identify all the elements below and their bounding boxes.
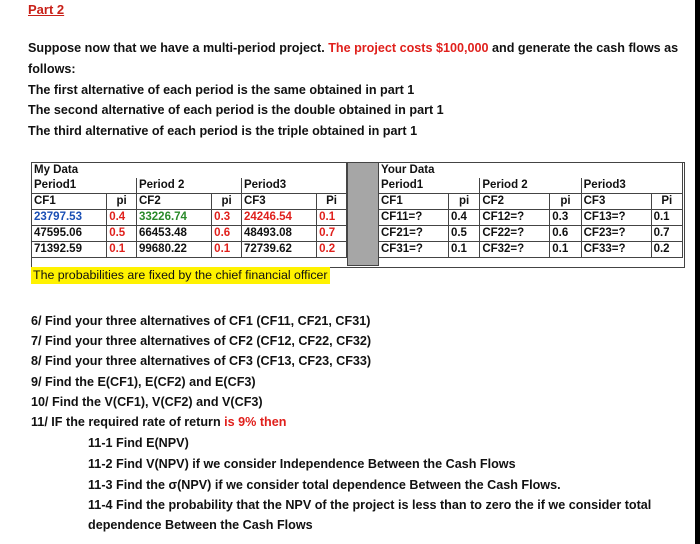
question-7: 7/ Find your three alternatives of CF2 (CF12, CF22, CF32) xyxy=(31,334,372,348)
my-col-header: pi xyxy=(212,194,242,210)
my-col-header: CF2 xyxy=(136,194,211,210)
part-title: Part 2 xyxy=(28,2,65,17)
cell: CF32=? xyxy=(480,242,550,258)
rate-of-return: is 9% then xyxy=(224,415,287,429)
cell: CF31=? xyxy=(379,242,449,258)
your-period2-header: Period 2 xyxy=(480,178,581,194)
cell: 66453.48 xyxy=(136,226,211,242)
intro-text-a: Suppose now that we have a multi-period project. xyxy=(28,41,329,55)
gray-separator xyxy=(347,162,379,266)
your-period3-header: Period3 xyxy=(581,178,682,194)
cell: 0.4 xyxy=(448,210,479,226)
cell: 0.4 xyxy=(107,210,137,226)
cell: 0.6 xyxy=(212,226,242,242)
cell: 23797.53 xyxy=(32,210,107,226)
cell: 0.2 xyxy=(317,242,347,258)
your-col-header: CF3 xyxy=(581,194,651,210)
table-row xyxy=(379,226,683,242)
your-data-table xyxy=(378,162,683,258)
my-period2-header: Period 2 xyxy=(136,178,241,194)
your-col-header: pi xyxy=(550,194,581,210)
my-period3-header: Period3 xyxy=(241,178,346,194)
question-11-2: 11-2 Find V(NPV) if we consider Independence Between the Cash Flows xyxy=(88,457,516,471)
cell: 0.3 xyxy=(212,210,242,226)
your-col-header: CF2 xyxy=(480,194,550,210)
intro-line-1 xyxy=(28,40,678,56)
cell: 0.5 xyxy=(448,226,479,242)
cell: 0.6 xyxy=(550,226,581,242)
question-11-1: 11-1 Find E(NPV) xyxy=(88,436,189,450)
cell: 0.1 xyxy=(550,242,581,258)
my-col-header: CF1 xyxy=(32,194,107,210)
intro-text-c: and generate the cash flows as xyxy=(488,41,679,55)
cell: CF33=? xyxy=(581,242,651,258)
alternative-3: The third alternative of each period is the triple obtained in part 1 xyxy=(28,124,418,138)
question-11-3: 11-3 Find the σ(NPV) if we consider total dependence Between the Cash Flows. xyxy=(88,478,561,492)
your-period1-header: Period1 xyxy=(379,178,480,194)
cell: CF11=? xyxy=(379,210,449,226)
table-row xyxy=(32,226,347,242)
cell: 0.7 xyxy=(651,226,682,242)
cell: 0.1 xyxy=(212,242,242,258)
cfo-note: The probabilities are fixed by the chief financial officer xyxy=(33,268,328,282)
cell: 0.1 xyxy=(107,242,137,258)
question-11-4: 11-4 Find the probability that the NPV of the project is less than to zero the if we consider total xyxy=(88,498,652,512)
my-col-header: pi xyxy=(107,194,137,210)
cell: CF13=? xyxy=(581,210,651,226)
my-data-title: My Data xyxy=(32,163,347,179)
cell: 0.1 xyxy=(317,210,347,226)
cell: 47595.06 xyxy=(32,226,107,242)
my-period1-header: Period1 xyxy=(32,178,137,194)
cell: 0.2 xyxy=(651,242,682,258)
cell: CF21=? xyxy=(379,226,449,242)
question-11 xyxy=(31,414,286,430)
cell: 0.3 xyxy=(550,210,581,226)
question-8: 8/ Find your three alternatives of CF3 (CF13, CF23, CF33) xyxy=(31,354,372,368)
my-col-header: Pi xyxy=(317,194,347,210)
your-col-header: Pi xyxy=(651,194,682,210)
cell: 24246.54 xyxy=(241,210,316,226)
intro-line-2: follows: xyxy=(28,62,76,76)
cell: 0.1 xyxy=(651,210,682,226)
question-11-text: 11/ IF the required rate of return xyxy=(31,415,225,429)
cell: 99680.22 xyxy=(136,242,211,258)
cell: 71392.59 xyxy=(32,242,107,258)
my-col-header: CF3 xyxy=(241,194,316,210)
your-col-header: pi xyxy=(448,194,479,210)
cell: CF22=? xyxy=(480,226,550,242)
right-edge-bar xyxy=(695,0,700,544)
cell: 48493.08 xyxy=(241,226,316,242)
question-9: 9/ Find the E(CF1), E(CF2) and E(CF3) xyxy=(31,375,256,389)
table-row xyxy=(379,210,683,226)
table-row xyxy=(32,210,347,226)
alternative-1: The first alternative of each period is the same obtained in part 1 xyxy=(28,83,415,97)
question-11-4-cont: dependence Between the Cash Flows xyxy=(88,518,313,532)
question-10: 10/ Find the V(CF1), V(CF2) and V(CF3) xyxy=(31,395,263,409)
table-row xyxy=(32,242,347,258)
your-data-title: Your Data xyxy=(379,163,683,179)
project-cost: The project costs $100,000 xyxy=(328,41,489,55)
my-data-table xyxy=(31,162,347,258)
cell: 0.5 xyxy=(107,226,137,242)
cell: CF12=? xyxy=(480,210,550,226)
cell: CF23=? xyxy=(581,226,651,242)
question-6: 6/ Find your three alternatives of CF1 (CF11, CF21, CF31) xyxy=(31,314,371,328)
alternative-2: The second alternative of each period is the double obtained in part 1 xyxy=(28,103,444,117)
table-row xyxy=(379,242,683,258)
cell: 0.1 xyxy=(448,242,479,258)
cell: 72739.62 xyxy=(241,242,316,258)
cell: 0.7 xyxy=(317,226,347,242)
cell: 33226.74 xyxy=(136,210,211,226)
your-col-header: CF1 xyxy=(379,194,449,210)
